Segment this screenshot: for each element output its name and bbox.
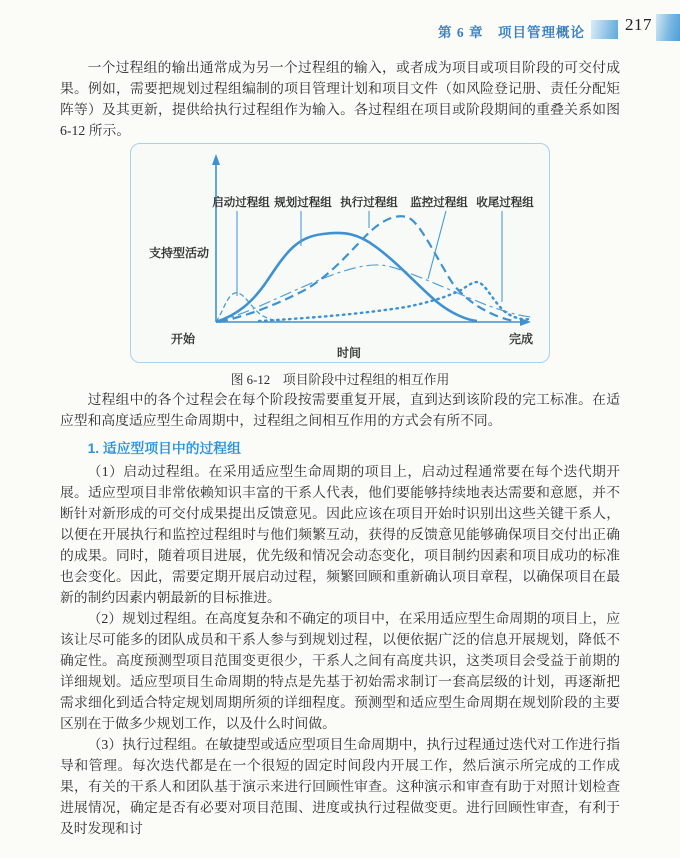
paragraph-intro: 一个过程组的输出通常成为另一个过程组的输入，或者成为项目或项目阶段的可交付成果。例如，需要把规划过程组编制的项目管理计划和项目文件（如风险登记册、责任分配矩阵等）及其更新，提供给执行过程组作为输入。各过程组在项目或阶段期间的重叠关系如图 6-12 所示。 <box>60 60 620 138</box>
x-axis-label: 时间 <box>336 346 362 360</box>
curve-executing <box>219 216 514 322</box>
page-number: 217 <box>625 15 652 34</box>
page-number-decor-left <box>591 20 618 39</box>
label-closing-process-group: 收尾过程组 <box>476 197 534 209</box>
paragraph-executing-group: （3）执行过程组。在敏捷型或适应型项目生命周期中，执行过程通过迭代对工作进行指导和管理。每次迭代都是在一个很短的固定时间段内开展工作，然后演示所完成的工作成果，有关的干系人和团队基于演示来进行回顾性审查。这种演示和审查有助于对照计划检查进展情况，确定是否有必要对项目范围、进度或执行过程做变更。进行回顾性审查，有利于及时发现和讨 <box>60 737 620 836</box>
chapter-title: 第 6 章 项目管理概论 <box>438 25 585 40</box>
x-end-label: 完成 <box>508 332 534 346</box>
curve-monitoring <box>216 265 531 322</box>
chart-axes <box>212 154 531 326</box>
label-monitoring-process-group: 监控过程组 <box>410 197 468 209</box>
x-start-label: 开始 <box>170 332 196 346</box>
process-groups-chart <box>131 144 548 361</box>
section-heading-adaptive-process-groups: 1. 适应型项目中的过程组 <box>87 441 241 456</box>
paragraph-initiating-group: （1）启动过程组。在采用适应型生命周期的项目上，启动过程通常要在每个迭代期开展。适应型项目非常依赖知识丰富的干系人代表，他们要能够持续地表达需要和意愿，并不断针对新形成的可交付成果提出反馈意见。因此应该在项目开始时识别出这些关键干系人，以便在开展执行和监控过程组时与他们频繁互动，获得的反馈意见能够确保项目交付出正确的成果。同时，随着项目进展，优先级和情况会动态变化，项目制约因素和项目成功的标准也会变化。因此，需要定期开展启动过程，频繁回顾和重新确认项目章程，以确保项目在最新的制约因素内朝最新的目标推进。 <box>60 464 620 605</box>
figure-6-12 <box>130 143 550 363</box>
curve-closing <box>259 282 530 321</box>
paragraph-planning-group: （2）规划过程组。在高度复杂和不确定的项目中，在采用适应型生命周期的项目上，应该让尽可能多的团队成员和干系人参与到规划过程，以便依据广泛的信息开展规划，降低不确定性。高度预测型项目范围变更很少，干系人之间有高度共识，这类项目会受益于前期的详细规划。适应型项目生命周期的特点是先基于初始需求制订一套高层级的计划，再逐渐把需求细化到适合特定规划周期所须的详细程度。预测型和适应型生命周期在规划阶段的主要区别在于做多少规划工作，以及什么时间做。 <box>60 611 620 731</box>
y-axis-label: 支持型活动 <box>148 246 209 260</box>
page-number-decor-right <box>656 14 680 41</box>
label-pointer-lines <box>237 211 502 302</box>
label-planning-process-group: 规划过程组 <box>274 197 332 209</box>
label-executing-process-group: 执行过程组 <box>340 197 398 209</box>
paragraph-process-repeat: 过程组中的各个过程会在每个阶段按需要重复开展，直到达到该阶段的完工标准。在适应型和高度适应型生命周期中，过程组之间相互作用的方式会有所不同。 <box>60 392 620 428</box>
running-head <box>0 14 680 44</box>
figure-caption: 图 6-12 项目阶段中过程组的相互作用 <box>230 373 450 387</box>
label-initiating-process-group: 启动过程组 <box>212 197 270 209</box>
